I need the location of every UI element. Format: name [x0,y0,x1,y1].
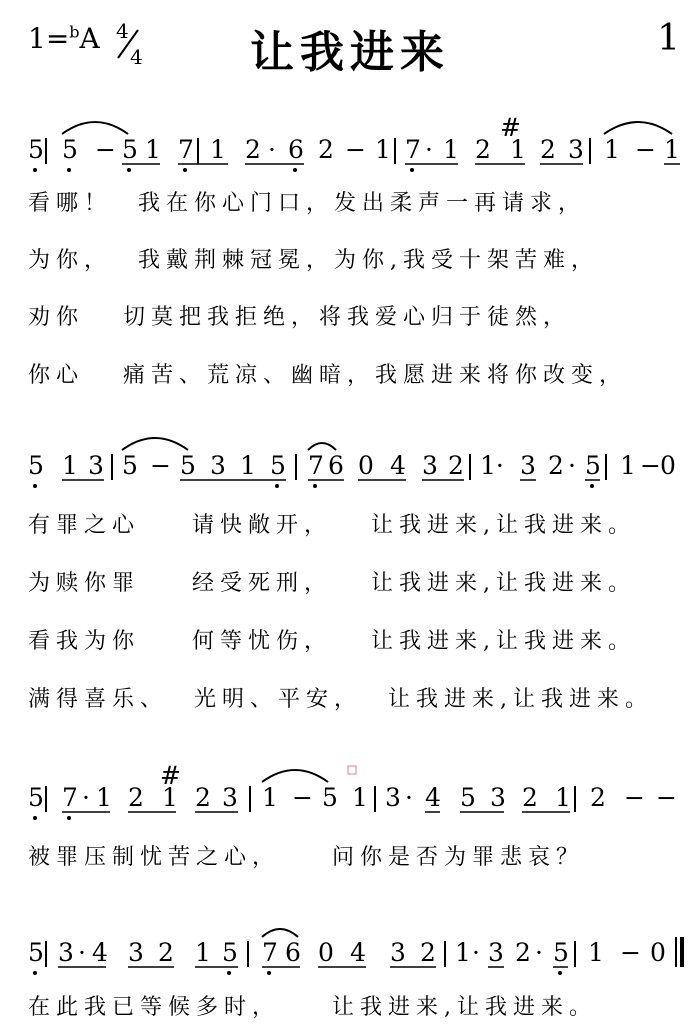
note: 2 [420,938,436,967]
note: 1· [480,451,504,480]
lyric-line: 为你， 我戴荆棘冠冕，为你,我受十架苦难， [28,248,599,273]
note: 5 [460,783,476,812]
svg-text:4: 4 [116,19,129,43]
note: 2 [448,451,464,480]
note: · [568,451,576,480]
note: 3 [422,451,438,480]
note: 6 [328,451,344,480]
note: · [472,938,480,967]
note: 3 [568,135,584,164]
svg-text:#: # [160,761,181,790]
note: 5 [585,451,601,480]
note: 2 [548,451,564,480]
note: 2 [245,135,261,164]
note: 2 [590,783,606,812]
note: · [82,783,90,812]
note: 0 [318,938,334,967]
note: 2 [540,135,556,164]
note: 3 [58,938,74,967]
note: 2 [158,938,174,967]
note: 0 [358,451,374,480]
note: − [640,451,661,480]
note: 5 [28,938,44,967]
note: 1 [664,135,680,164]
note: 3 [490,783,506,812]
note: 1 [604,135,620,164]
note: 1 [352,783,368,812]
note: 6 [285,938,301,967]
note: · [268,135,276,164]
key-signature: 1=$^b$A [28,22,100,55]
note: 2 [522,783,538,812]
note: 7 [405,135,421,164]
note: 2 [475,135,491,164]
svg-text:#: # [500,113,521,142]
note: 2 [515,938,531,967]
note: 4 [350,938,366,967]
lyric-line: 为赎你罪 经受死刑， 让我进来,让我进来。 [28,571,636,596]
note: · [425,135,433,164]
svg-text:4: 4 [130,45,143,68]
note: 2 [195,783,211,812]
note: 1 [510,135,526,164]
note: 0 [650,938,666,967]
page-number: 1 [657,18,680,59]
note: 7 [308,451,324,480]
note: 7 [262,938,278,967]
note: 3 [488,938,504,967]
note: 3 [210,451,226,480]
note: 1 [588,938,604,967]
note: 3 [385,783,401,812]
note: − [95,135,116,164]
note: 3 [520,451,536,480]
note: − [624,783,645,812]
note: 6 [288,135,304,164]
note: 2 [318,135,334,164]
notation-system-3 [0,760,700,820]
note: 5 [28,783,44,812]
notation-system-4 [0,915,700,975]
note: 5 [553,938,569,967]
note: 1 [96,783,112,812]
note: − [150,451,171,480]
note: 3 [128,938,144,967]
note: − [345,135,366,164]
note: 5 [180,451,196,480]
note: 0 [660,451,676,480]
note: 7 [62,783,78,812]
note: 5 [28,135,44,164]
note: 1 [443,135,459,164]
note: 1 [210,135,226,164]
note: 7 [178,135,194,164]
note: 5 [122,135,138,164]
note: 1 [620,451,636,480]
note: · [535,938,543,967]
note: 1 [375,135,391,164]
note: − [620,938,641,967]
lyric-line: 劝你 切莫把我拒绝，将我爱心归于徒然， [28,305,571,330]
note: 5 [62,135,78,164]
note: 4 [92,938,108,967]
note: 1 [240,451,256,480]
note: 4 [390,451,406,480]
note: · [405,783,413,812]
notation-system-1 [0,112,700,172]
note: 5 [322,783,338,812]
note: · [78,938,86,967]
lyric-line: 在此我已等候多时， 让我进来,让我进来。 [28,995,597,1020]
note: 5 [28,451,44,480]
lyric-line: 你心 痛苦、荒凉、幽暗，我愿进来将你改变， [28,363,627,388]
note: 5 [122,451,138,480]
lyric-line: 有罪之心 请快敞开， 让我进来,让我进来。 [28,513,636,538]
note: 1 [262,783,278,812]
note: 4 [425,783,441,812]
note: 1 [555,783,571,812]
note: 3 [222,783,238,812]
lyric-line: 被罪压制忧苦之心， 问你是否为罪悲哀？ [28,845,584,870]
note: − [292,783,313,812]
note: 5 [222,938,238,967]
note: − [656,783,677,812]
lyric-line: 看我为你 何等忧伤， 让我进来,让我进来。 [28,629,636,654]
note: 2 [128,783,144,812]
note: 1 [162,783,178,812]
notation-system-2 [0,428,700,488]
note: 1 [455,938,471,967]
note: − [635,135,656,164]
note: 1 [145,135,161,164]
note: 3 [390,938,406,967]
note: 5 [270,451,286,480]
note: 3 [88,451,104,480]
note: 1 [62,451,78,480]
page-title: 让我进来 [250,27,450,78]
note: 1 [195,938,211,967]
lyric-line: 满得喜乐、 光明、平安， 让我进来,让我进来。 [28,687,653,712]
lyric-line: 看哪！ 我在你心门口，发出柔声一再请求， [28,191,586,216]
